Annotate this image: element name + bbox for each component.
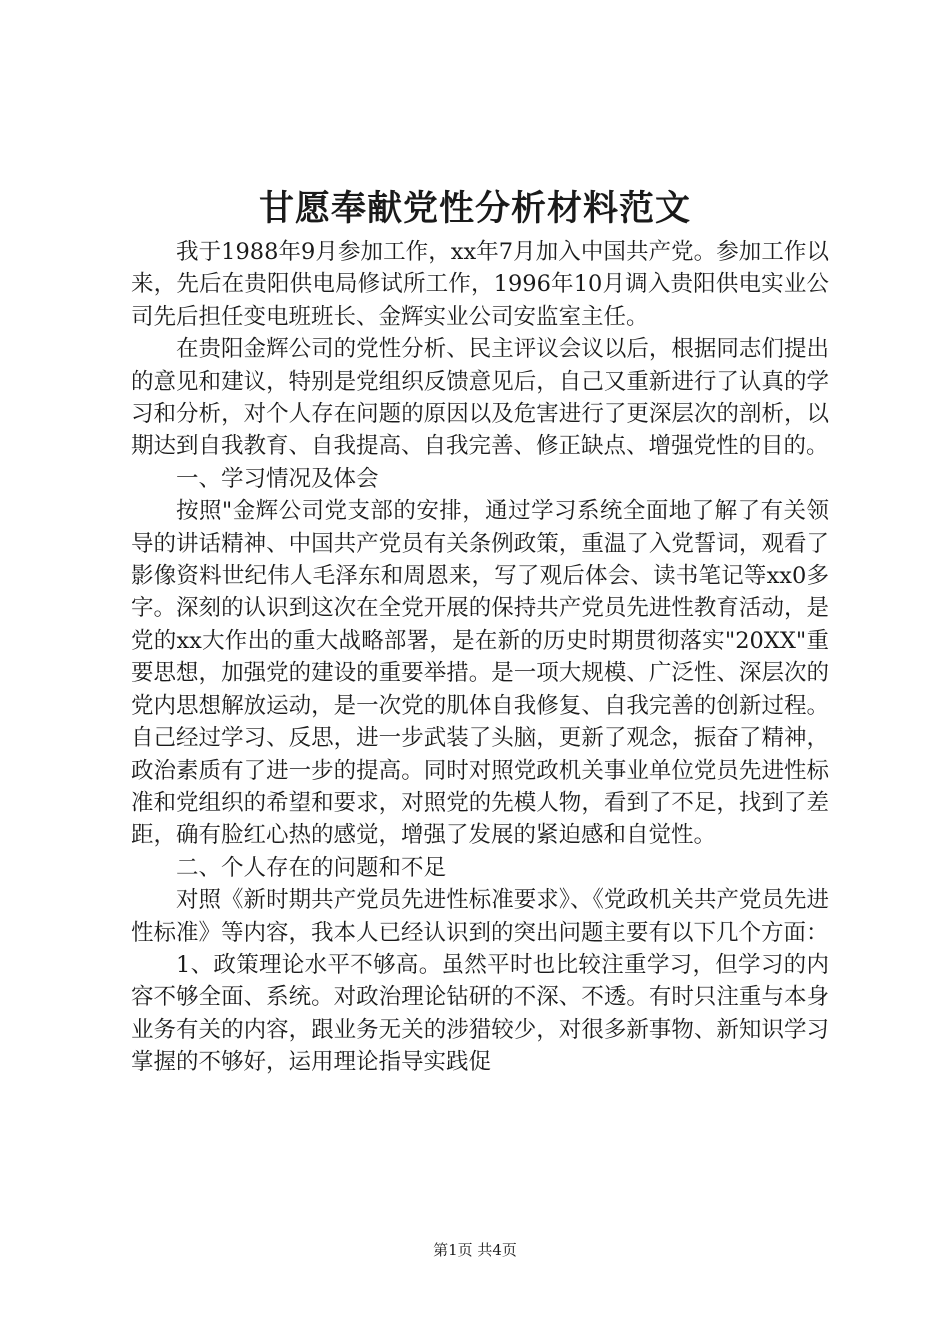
paragraph-context: 在贵阳金辉公司的党性分析、民主评议会议以后，根据同志们提出的意见和建议，特别是党组织反馈意见后，自己又重新进行了认真的学习和分析，对个人存在问题的原因以及危害进行了更深层次的剖析，以期达到自我教育、自我提高、自我完善、修正缺点、增强党性的目的。	[131, 336, 829, 460]
document-title: 甘愿奉献党性分析材料范文	[258, 188, 691, 229]
paragraph-problem-1: 1、政策理论水平不够高。虽然平时也比较注重学习，但学习的内容不够全面、系统。对政治理论钻研的不深、不透。有时只注重与本身业务有关的内容，跟业务无关的涉猎较少，对很多新事物、新知识学习掌握的不够好，运用理论指导实践促	[131, 951, 829, 1076]
paragraph-intro: 我于1988年9月参加工作，xx年7月加入中国共产党。参加工作以来，先后在贵阳供电局修试所工作，1996年10月调入贵阳供电实业公司先后担任变电班班长、金辉实业公司安监室主任。	[131, 239, 829, 330]
paragraph-study: 按照"金辉公司党支部的安排，通过学习系统全面地了解了有关领导的讲话精神、中国共产党员有关条例政策，重温了入党誓词，观看了影像资料世纪伟人毛泽东和周恩来，写了观后体会、读书笔记等xx0多字。深刻的认识到这次在全党开展的保持共产党员先进性教育活动，是党的xx大作出的重大战略部署，是在新的历史时期贯彻落实"20XX"重要思想，加强党的建设的重要举措。是一项大规模、广泛性、深层次的党内思想解放运动，是一次党的肌体自我修复、自我完善的创新过程。自己经过学习、反思，进一步武装了头脑，更新了观念，振奋了精神，政治素质有了进一步的提高。同时对照党政机关事业单位党员先进性标准和党组织的希望和要求，对照党的先模人物，看到了不足，找到了差距，确有脸红心热的感觉，增强了发展的紧迫感和自觉性。	[131, 498, 829, 849]
page-number-footer: 第1页 共4页	[433, 1241, 517, 1259]
document-body	[131, 236, 829, 1079]
section-heading-study: 一、学习情况及体会	[176, 465, 379, 492]
paragraph-problems-intro: 对照《新时期共产党员先进性标准要求》、《党政机关共产党员先进性标准》等内容，我本人已经认识到的突出问题主要有以下几个方面：	[131, 887, 829, 946]
section-heading-problems: 二、个人存在的问题和不足	[176, 854, 447, 881]
